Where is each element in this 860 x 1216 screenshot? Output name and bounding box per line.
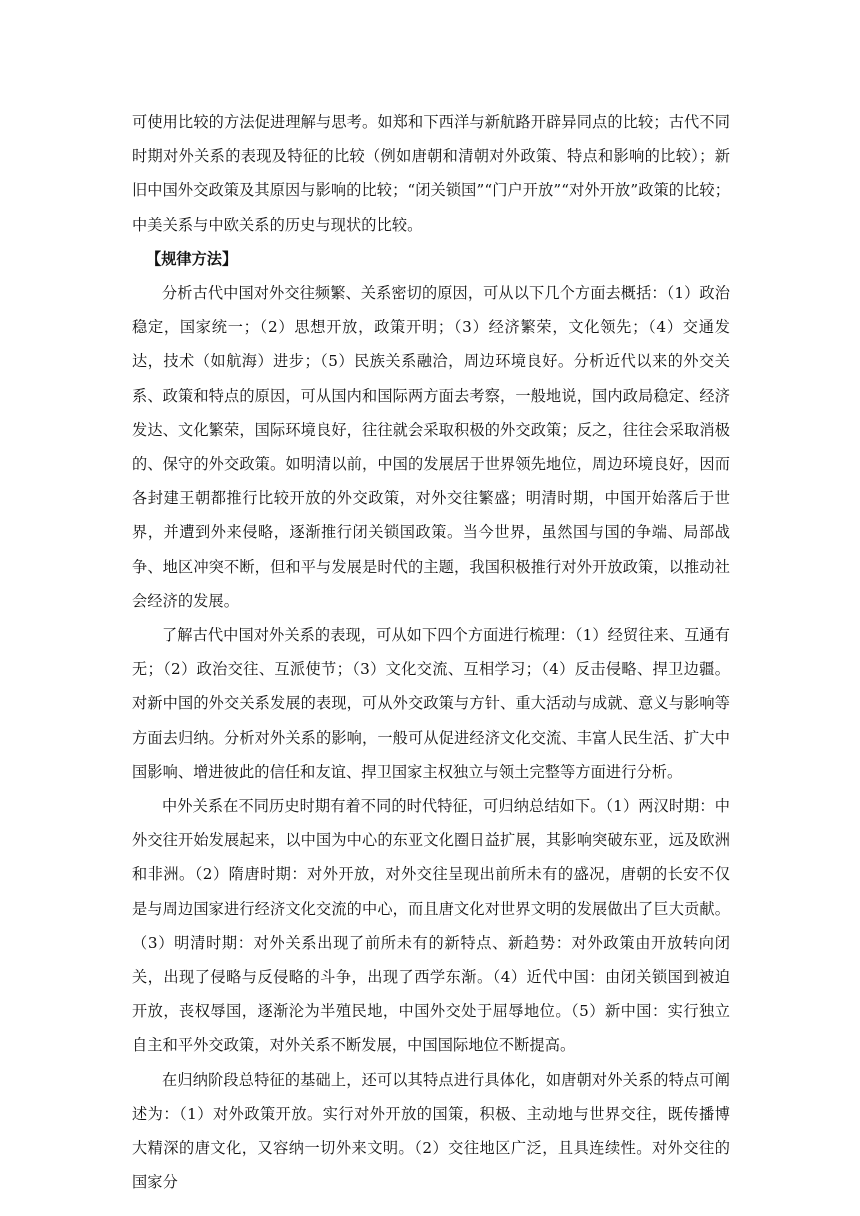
document-page bbox=[132, 105, 730, 1200]
paragraph-tang-features: 在归纳阶段总特征的基础上，还可以其特点进行具体化，如唐朝对外关系的特点可阐述为：（1）对外政策开放。实行对外开放的国策，积极、主动地与世界交往，既传播博大精深的唐文化，又容纳一切外来文明。（2）交往地区广泛，且具连续性。对外交往的国家分 bbox=[132, 1070, 730, 1192]
paragraph-era-characteristics: 中外关系在不同历史时期有着不同的时代特征，可归纳总结如下。（1）两汉时期：中外交往开始发展起来，以中国为中心的东亚文化圈日益扩展，其影响突破东亚，远及欧洲和非洲。（2）隋唐时期：对外开放，对外交往呈现出前所未有的盛况，唐朝的长安不仅是与周边国家进行经济文化交流的中心，而且唐文化对世界文明的发展做出了巨大贡献。（3）明清时期：对外关系出现了前所未有的新特点、新趋势：对外政策由开放转向闭关，出现了侵略与反侵略的斗争，出现了西学东渐。（4）近代中国：由闭关锁国到被迫开放，丧权辱国，逐渐沦为半殖民地，中国外交处于屈辱地位。（5）新中国：实行独立自主和平外交政策，对外关系不断发展，中国国际地位不断提高。 bbox=[132, 797, 730, 1055]
intro-paragraph: 可使用比较的方法促进理解与思考。如郑和下西洋与新航路开辟异同点的比较；古代不同时期对外关系的表现及特征的比较（例如唐朝和清朝对外政策、特点和影响的比较）；新旧中国外交政策及其原因与影响的比较；“闭关锁国”“门户开放”“对外开放”政策的比较；中美关系与中欧关系的历史与现状的比较。 bbox=[132, 113, 730, 234]
section-heading-methods: 【规律方法】 bbox=[146, 249, 238, 268]
paragraph-reasons: 分析古代中国对外交往频繁、关系密切的原因，可从以下几个方面去概括：（1）政治稳定，国家统一；（2）思想开放，政策开明；（3）经济繁荣，文化领先；（4）交通发达，技术（如航海）进步；（5）民族关系融洽，周边环境良好。分析近代以来的外交关系、政策和特点的原因，可从国内和国际两方面去考察，一般地说，国内政局稳定、经济发达、文化繁荣，国际环境良好，往往就会采取积极的外交政策；反之，往往会采取消极的、保守的外交政策。如明清以前，中国的发展居于世界领先地位，周边环境良好，因而各封建王朝都推行比较开放的外交政策，对外交往繁盛；明清时期，中国开始落后于世界，并遭到外来侵略，逐渐推行闭关锁国政策。当今世界，虽然国与国的争端、局部战争、地区冲突不断，但和平与发展是时代的主题，我国积极推行对外开放政策，以推动社会经济的发展。 bbox=[132, 284, 730, 610]
paragraph-manifestations: 了解古代中国对外关系的表现，可从如下四个方面进行梳理：（1）经贸往来、互通有无；（2）政治交往、互派使节；（3）文化交流、互相学习；（4）反击侵略、捍卫边疆。对新中国的外交关系发展的表现，可从外交政策与方针、重大活动与成就、意义与影响等方面去归纳。分析对外关系的影响，一般可从促进经济文化交流、丰富人民生活、扩大中国影响、增进彼此的信任和友谊、捍卫国家主权独立与领土完整等方面进行分析。 bbox=[132, 626, 730, 781]
